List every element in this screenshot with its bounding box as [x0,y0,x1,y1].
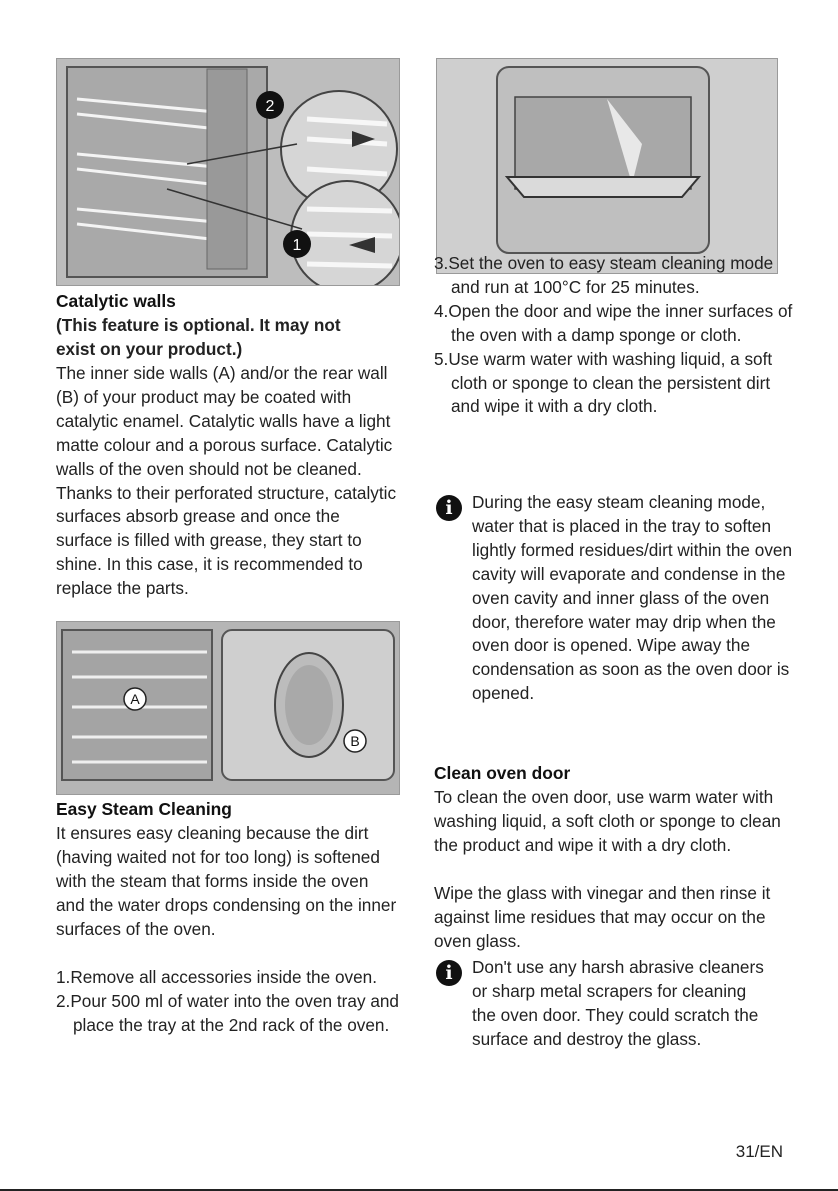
note-door-text: Don't use any harsh abrasive cleaners or sharp metal scrapers for cleaning the oven door. They could scratch the surface and destroy the glass. [472,957,764,1049]
steps-list-left [56,966,401,1038]
list-item: 3.Set the oven to easy steam cleaning mode and run at 100°C for 25 minutes. [434,253,774,297]
steps-list-right [434,252,794,419]
callout-1: 1 [292,237,302,254]
rack-illustration [57,59,399,285]
door-body-1: To clean the oven door, use warm water with washing liquid, a soft cloth or sponge to clean the product and wipe it with a dry cloth. [434,787,781,855]
callout-2: 2 [265,98,275,115]
door-body-2: Wipe the glass with vinegar and then rinse it against lime residues that may occur on the oven glass. [434,883,771,951]
steam-title: Easy Steam Cleaning [56,799,232,819]
figure-steam-tray [436,58,778,274]
oven-tray-illustration [437,59,777,273]
list-item: 1.Remove all accessories inside the oven. [56,967,377,987]
list-item: 4.Open the door and wipe the inner surfaces of the oven with a damp sponge or cloth. [434,300,793,345]
catalytic-title: Catalytic walls [56,291,176,311]
figure-rack-removal [56,58,400,286]
catalytic-walls-illustration [57,622,399,794]
note-steam-text: During the easy steam cleaning mode, water that is placed in the tray to soften lightly formed residues/dirt within the oven cavity will evaporate and condense in the oven cavity and inner glass of the oven door, therefore water may drip when the oven door is opened. Wipe away the condensation as soon as the oven door is opened. [472,492,793,704]
info-icon: i [436,495,462,521]
figure-catalytic-walls [56,621,400,795]
catalytic-subtitle: (This feature is optional. It may not exist on your product.) [56,315,341,359]
list-item: 2.Pour 500 ml of water into the oven tray and place the tray at the 2nd rack of the oven. [56,990,399,1035]
door-title: Clean oven door [434,763,571,783]
callout-b: B [350,733,360,749]
catalytic-body: The inner side walls (A) and/or the rear wall (B) of your product may be coated with catalytic enamel. Catalytic walls have a light matte colour and a porous surface. Catalytic walls of the oven should not be cleaned. Thanks to their perforated structure, catalytic surfaces absorb grease and once the surface is filled with grease, they start to shine. In this case, it is recommended to replace the parts. [56,363,397,599]
note-steam [436,491,796,706]
note-door [436,956,796,1052]
info-icon: i [436,960,462,986]
page-number: 31/EN [735,1142,783,1161]
callout-a: A [130,691,140,707]
list-item: 5.Use warm water with washing liquid, a soft cloth or sponge to clean the persistent dirt and wipe it with a dry cloth. [434,348,773,417]
steam-body: It ensures easy cleaning because the dirt (having waited not for too long) is softened with the steam that forms inside the oven and the water drops condensing on the inner surfaces of the oven. [56,823,397,939]
